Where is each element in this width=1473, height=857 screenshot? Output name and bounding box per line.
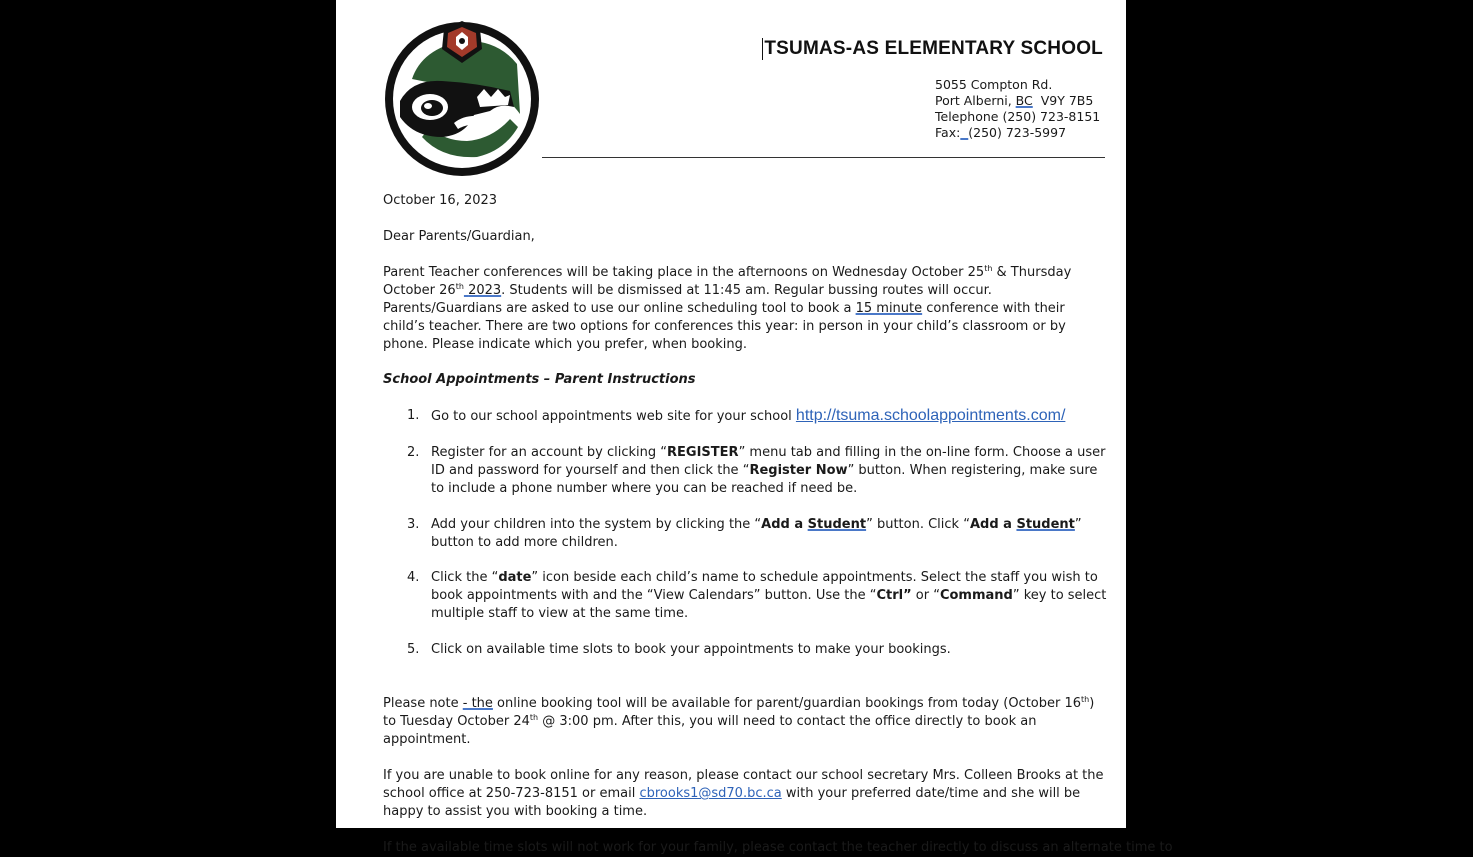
list-item: 4. Click the “date” icon beside each child’s name to schedule appointments. Select the staff you wish to book appointments with and the “View Calendars” button. Use the “Ctrl” or “Command” key to select multiple staff to view at the same time. [407,570,1107,621]
paragraph-conferences: Parent Teacher conferences will be taking place in the afternoons on Wednesday October 25th & Thursday October 26th 2023. Students will be dismissed at 11:45 am. Regular bussing routes will occur. Parents/Guardians are asked to use our online scheduling tool to book a 15 minute conference with their child’s teacher. There are two options for conferences this year: in person in your child’s classroom or by phone. Please indicate which you prefer, when booking. [383,264,1072,352]
appointments-link[interactable]: http://tsuma.schoolappointments.com/ [795,407,1066,424]
header-divider [542,157,1105,158]
paragraph-alternate-time: If the available time slots will not work for your family, please contact the teacher directly to discuss an alternate time to [383,840,1173,855]
letter-body [383,192,1173,857]
address-fax: Fax: (250) 723-5997 [935,125,1067,140]
address-street: 5055 Compton Rd. [935,77,1053,92]
letter-date: October 16, 2023 [383,193,498,208]
address-province: BC [1015,93,1033,108]
secretary-email-link[interactable]: cbrooks1@sd70.bc.ca [639,786,782,801]
instructions-heading: School Appointments – Parent Instructions [383,372,696,387]
list-item: 1. Go to our school appointments web site for your school http://tsuma.schoolappointments.com/ [407,407,1066,424]
paragraph-booking-note: Please note - the online booking tool will be available for parent/guardian bookings from today (October 16th) to Tuesday October 24th @ 3:00 pm. After this, you will need to contact the office directly to book an appointment. [383,695,1095,747]
school-name: TSUMAS-AS ELEMENTARY SCHOOL [764,38,1103,59]
school-address [935,77,1100,141]
list-item: 5. Click on available time slots to book your appointments to make your bookings. [407,642,951,657]
instructions-list [383,407,1107,659]
list-item: 2. Register for an account by clicking “REGISTER” menu tab and filling in the on-line form. Choose a user ID and password for yourself and then click the “Register Now” button. When registering, make sure to include a phone number where you can be reached if need be. [407,445,1106,496]
list-item: 3. Add your children into the system by clicking the “Add a Student” button. Click “Add a Student” button to add more children. [407,517,1082,550]
paragraph-contact: If you are unable to book online for any reason, please contact our school secretary Mrs. Colleen Brooks at the school office at 250-723-8151 or email cbrooks1@sd70.bc.ca with your preferred date/time and she will be happy to assist you with booking a time. [383,768,1104,819]
letter-salutation: Dear Parents/Guardian, [383,229,535,244]
address-city: Port Alberni, BC V9Y 7B5 [935,93,1094,108]
address-telephone: Telephone (250) 723-8151 [935,109,1101,124]
letter-page [336,0,1173,855]
school-logo [382,19,542,179]
